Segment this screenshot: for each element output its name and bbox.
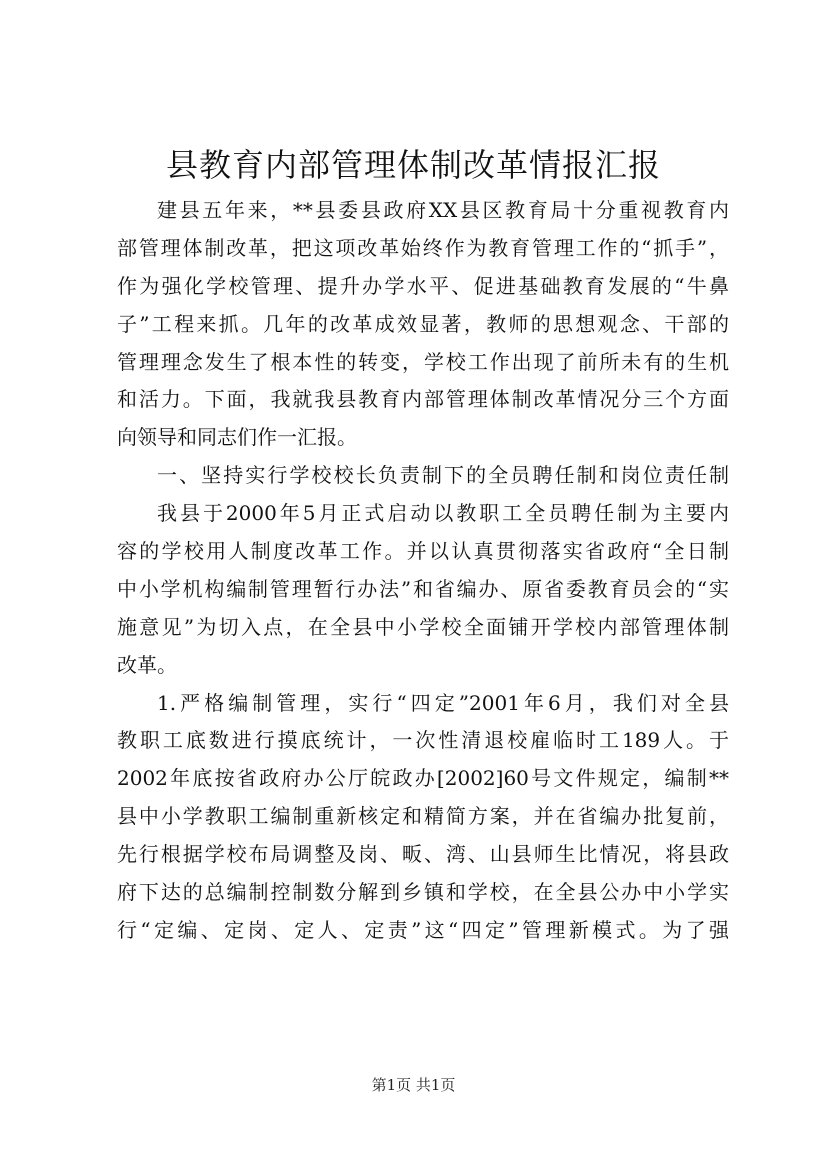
body-line: 1.严格编制管理，实行“四定”2001年6月，我们对全县 bbox=[157, 690, 729, 715]
body-line: 管理理念发生了根本性的转变，学校工作出现了前所未有的生机 bbox=[117, 349, 729, 374]
body-line: 建县五年来，**县委县政府XX县区教育局十分重视教育内 bbox=[157, 198, 729, 222]
body-line: 县中小学教职工编制重新核定和精简方案，并在省编办批复前， bbox=[117, 804, 729, 829]
body-line: 子”工程来抓。几年的改革成效显著，教师的思想观念、干部的 bbox=[117, 311, 729, 336]
body-line: 2002年底按省政府办公厅皖政办[2002]60号文件规定，编制** bbox=[117, 766, 729, 791]
page-footer: 第1页 共1页 bbox=[371, 1076, 456, 1094]
body-line: 改革。 bbox=[117, 652, 177, 677]
body-line: 行“定编、定岗、定人、定责”这“四定”管理新模式。为了强 bbox=[117, 917, 729, 942]
body-line: 作为强化学校管理、提升办学水平、促进基础教育发展的“牛鼻 bbox=[117, 273, 729, 298]
body-line: 中小学机构编制管理暂行办法”和省编办、原省委教育员会的“实 bbox=[117, 576, 729, 601]
body-line: 府下达的总编制控制数分解到乡镇和学校，在全县公办中小学实 bbox=[117, 880, 729, 905]
body-line: 和活力。下面，我就我县教育内部管理体制改革情况分三个方面 bbox=[117, 387, 729, 412]
body-line: 我县于2000年5月正式启动以教职工全员聘任制为主要内 bbox=[157, 501, 729, 526]
document-title: 县教育内部管理体制改革情报汇报 bbox=[165, 146, 661, 184]
body-line: 向领导和同志们作一汇报。 bbox=[117, 425, 357, 450]
body-line: 容的学校用人制度改革工作。并以认真贯彻落实省政府“全日制 bbox=[117, 539, 729, 564]
section-heading: 一、坚持实行学校校长负责制下的全员聘任制和岗位责任制 bbox=[157, 463, 729, 488]
body-line: 先行根据学校布局调整及岗、畈、湾、山县师生比情况，将县政 bbox=[117, 842, 729, 867]
body-line: 施意见”为切入点，在全县中小学校全面铺开学校内部管理体制 bbox=[117, 614, 729, 639]
body-line: 部管理体制改革，把这项改革始终作为教育管理工作的“抓手”， bbox=[117, 235, 729, 260]
body-line: 教职工底数进行摸底统计，一次性清退校雇临时工189人。于 bbox=[117, 728, 729, 753]
document-body bbox=[117, 192, 729, 950]
